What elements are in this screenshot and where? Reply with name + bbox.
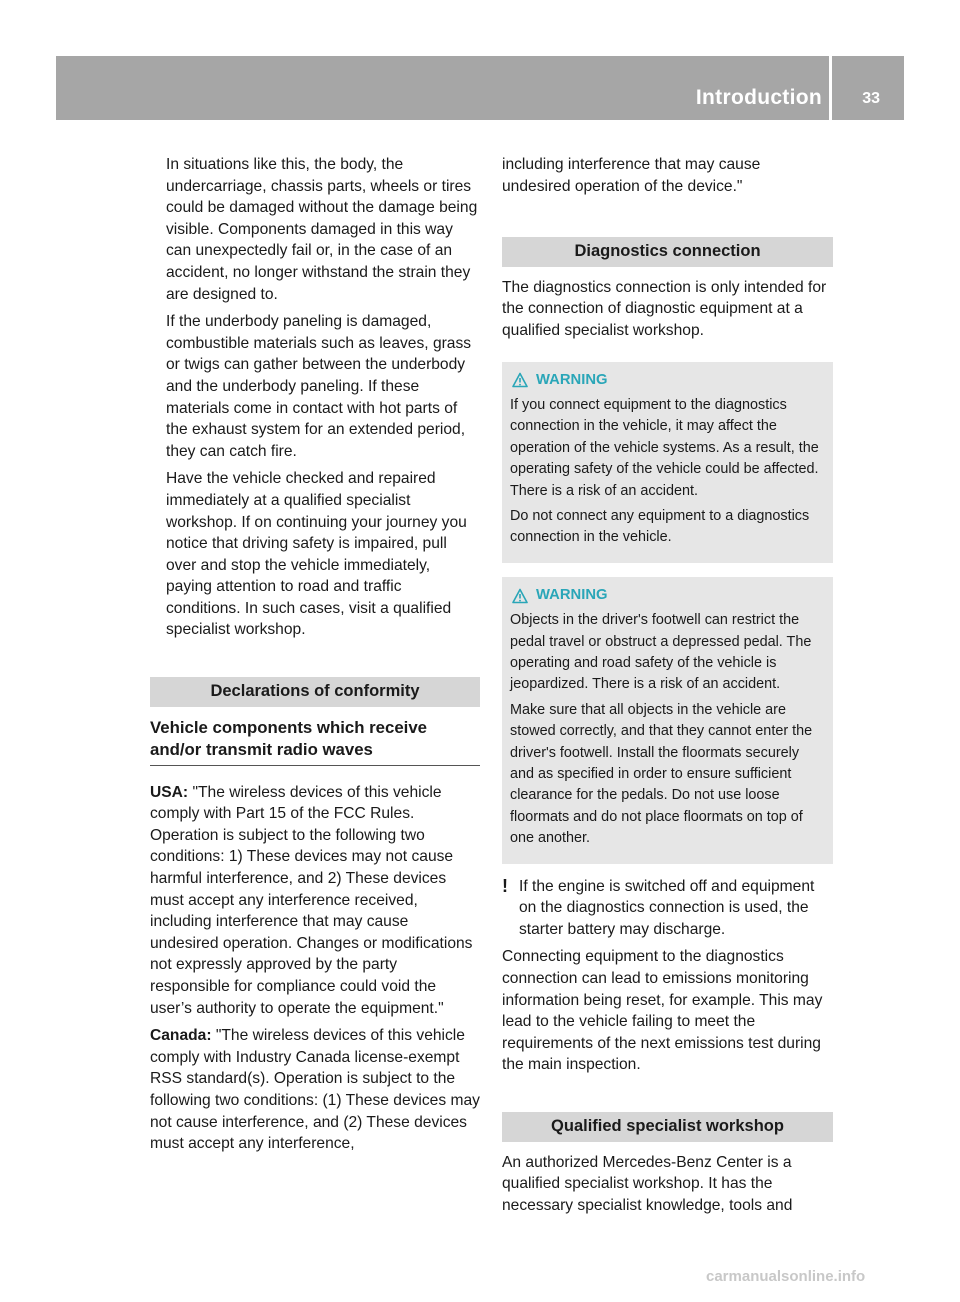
- header-divider: [829, 56, 832, 120]
- usa-label: USA:: [150, 783, 189, 801]
- usa-text: "The wireless devices of this vehicle comply with Part 15 of the FCC Rules. Operation is subject to the following two conditions: 1) These devices may not cause harmful interference, and 2) These devices must accept any interference received, including interference that may cause undesired operation. Changes or modifications not expressly approved by the party responsible for compliance could void the user’s authority to operate the equipment.": [150, 783, 473, 1017]
- subheading: Vehicle components which receive and/or transmit radio waves: [150, 717, 480, 766]
- section-heading-diagnostics: Diagnostics connection: [502, 237, 833, 267]
- paragraph: Have the vehicle checked and repaired immediately at a qualified specialist workshop. If on continuing your journey you notice that driving safety is impaired, pull over and stop the vehicle immediately, paying attention to road and traffic conditions. In such cases, visit a qualified specialist workshop.: [166, 470, 467, 639]
- paragraph: If the underbody paneling is damaged, combustible materials such as leaves, grass or twigs can gather between the underbody and the underbody paneling. If these materials come in contact with hot parts of the exhaust system for an extended period, they can catch fire.: [166, 313, 472, 460]
- warning-header: [510, 370, 825, 391]
- warning-box: [502, 577, 833, 864]
- left-column: [150, 154, 480, 1161]
- warning-text: Objects in the driver's footwell can restrict the pedal travel or obstruct a depressed pedal. The operating and road safety of the vehicle is jeopardized. There is a risk of an accident.: [510, 612, 812, 693]
- warning-text: Do not connect any equipment to a diagnostics connection in the vehicle.: [510, 508, 810, 546]
- section-title: Introduction: [695, 86, 822, 109]
- warning-label: WARNING: [536, 371, 608, 388]
- paragraph: The diagnostics connection is only intended for the connection of diagnostic equipment at a qualified specialist workshop.: [502, 278, 827, 339]
- warning-header: [510, 585, 825, 606]
- warning-text: If you connect equipment to the diagnostics connection in the vehicle, it may affect the operation of the vehicle systems. As a result, the operating safety of the vehicle could be affected. There is a risk of an accident.: [510, 396, 819, 499]
- indented-block: [150, 154, 480, 641]
- watermark: carmanualsonline.info: [706, 1268, 866, 1285]
- page-header: [56, 56, 904, 120]
- usa-paragraph: [150, 782, 480, 1020]
- paragraph: including interference that may cause undesired operation of the device.": [502, 156, 761, 195]
- exclamation-icon: !: [502, 875, 508, 896]
- paragraph: An authorized Mercedes-Benz Center is a qualified specialist workshop. It has the necessary specialist knowledge, tools and: [502, 1153, 793, 1214]
- paragraph: Connecting equipment to the diagnostics connection can lead to emissions monitoring information being reset, for example. This may lead to the vehicle failing to meet the requirements of the next emissions test during the main inspection.: [502, 948, 823, 1074]
- warning-triangle-icon: [512, 588, 528, 604]
- section-heading-declarations: Declarations of conformity: [150, 677, 480, 707]
- warning-box: [502, 362, 833, 563]
- warning-text: Make sure that all objects in the vehicle are stowed correctly, and that they cannot enter the driver's footwell. Install the floormats securely and as specified in order to ensure sufficient clearance for the pedals. Do not use loose floormats and do not place floormats on top of one another.: [510, 701, 813, 847]
- note-text: If the engine is switched off and equipment on the diagnostics connection is used, the starter battery may discharge.: [519, 877, 815, 938]
- canada-label: Canada:: [150, 1027, 212, 1045]
- section-heading-workshop: Qualified specialist workshop: [502, 1112, 833, 1142]
- paragraph: In situations like this, the body, the undercarriage, chassis parts, wheels or tires could be damaged without the damage being visible. Components damaged in this way can unexpectedly fail or, in the case of an accident, no longer withstand the strain they are designed to.: [166, 156, 478, 303]
- right-column: [502, 154, 833, 1222]
- canada-text: "The wireless devices of this vehicle comply with Industry Canada license-exempt RSS standard(s). Operation is subject to the following two conditions: (1) These devices may not cause interference, and (2) These devices must accept any interference,: [150, 1027, 480, 1153]
- warning-triangle-icon: [512, 372, 528, 388]
- canada-paragraph: [150, 1025, 480, 1155]
- note-paragraph: [502, 876, 833, 941]
- warning-label: WARNING: [536, 586, 608, 603]
- page-number: 33: [862, 90, 880, 107]
